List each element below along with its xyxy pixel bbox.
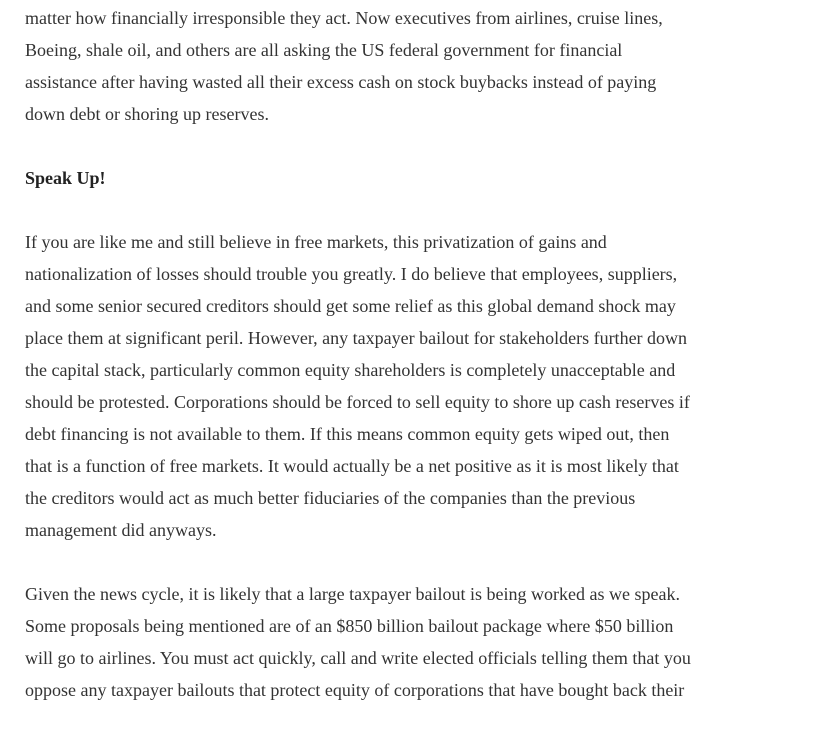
text-line: and some senior secured creditors should get some relief as this global demand shock may bbox=[25, 296, 676, 316]
text-line: place them at significant peril. However, any taxpayer bailout for stakeholders further down bbox=[25, 328, 688, 348]
paragraph-buybacks bbox=[25, 2, 815, 130]
text-line: the creditors would act as much better fiduciaries of the companies than the previous bbox=[25, 488, 636, 508]
text-line: should be protested. Corporations should be forced to sell equity to shore up cash reserves if bbox=[25, 392, 690, 412]
text-line: Given the news cycle, it is likely that a large taxpayer bailout is being worked as we speak. bbox=[25, 584, 680, 604]
text-line: that is a function of free markets. It would actually be a net positive as it is most likely that bbox=[25, 456, 679, 476]
text-line: Boeing, shale oil, and others are all asking the US federal government for financial bbox=[25, 40, 623, 60]
section-heading bbox=[25, 162, 815, 194]
text-line: nationalization of losses should trouble you greatly. I do believe that employees, suppliers, bbox=[25, 264, 678, 284]
text-line: the capital stack, particularly common equity shareholders is completely unacceptable and bbox=[25, 360, 676, 380]
text-line: debt financing is not available to them. If this means common equity gets wiped out, then bbox=[25, 424, 670, 444]
text-line: management did anyways. bbox=[25, 520, 217, 540]
text-line: If you are like me and still believe in free markets, this privatization of gains and bbox=[25, 232, 607, 252]
text-line: down debt or shoring up reserves. bbox=[25, 104, 269, 124]
article-body bbox=[25, 2, 815, 738]
text-line: Some proposals being mentioned are of an $850 billion bailout package where $50 billion bbox=[25, 616, 674, 636]
heading-text: Speak Up! bbox=[25, 168, 106, 188]
paragraph-news-cycle bbox=[25, 578, 815, 706]
text-line: assistance after having wasted all their excess cash on stock buybacks instead of paying bbox=[25, 72, 657, 92]
text-line: matter how financially irresponsible they act. Now executives from airlines, cruise lines, bbox=[25, 8, 663, 28]
text-line: oppose any taxpayer bailouts that protect equity of corporations that have bought back their bbox=[25, 680, 685, 700]
text-line: will go to airlines. You must act quickly, call and write elected officials telling them that you bbox=[25, 648, 691, 668]
paragraph-free-markets bbox=[25, 226, 815, 546]
